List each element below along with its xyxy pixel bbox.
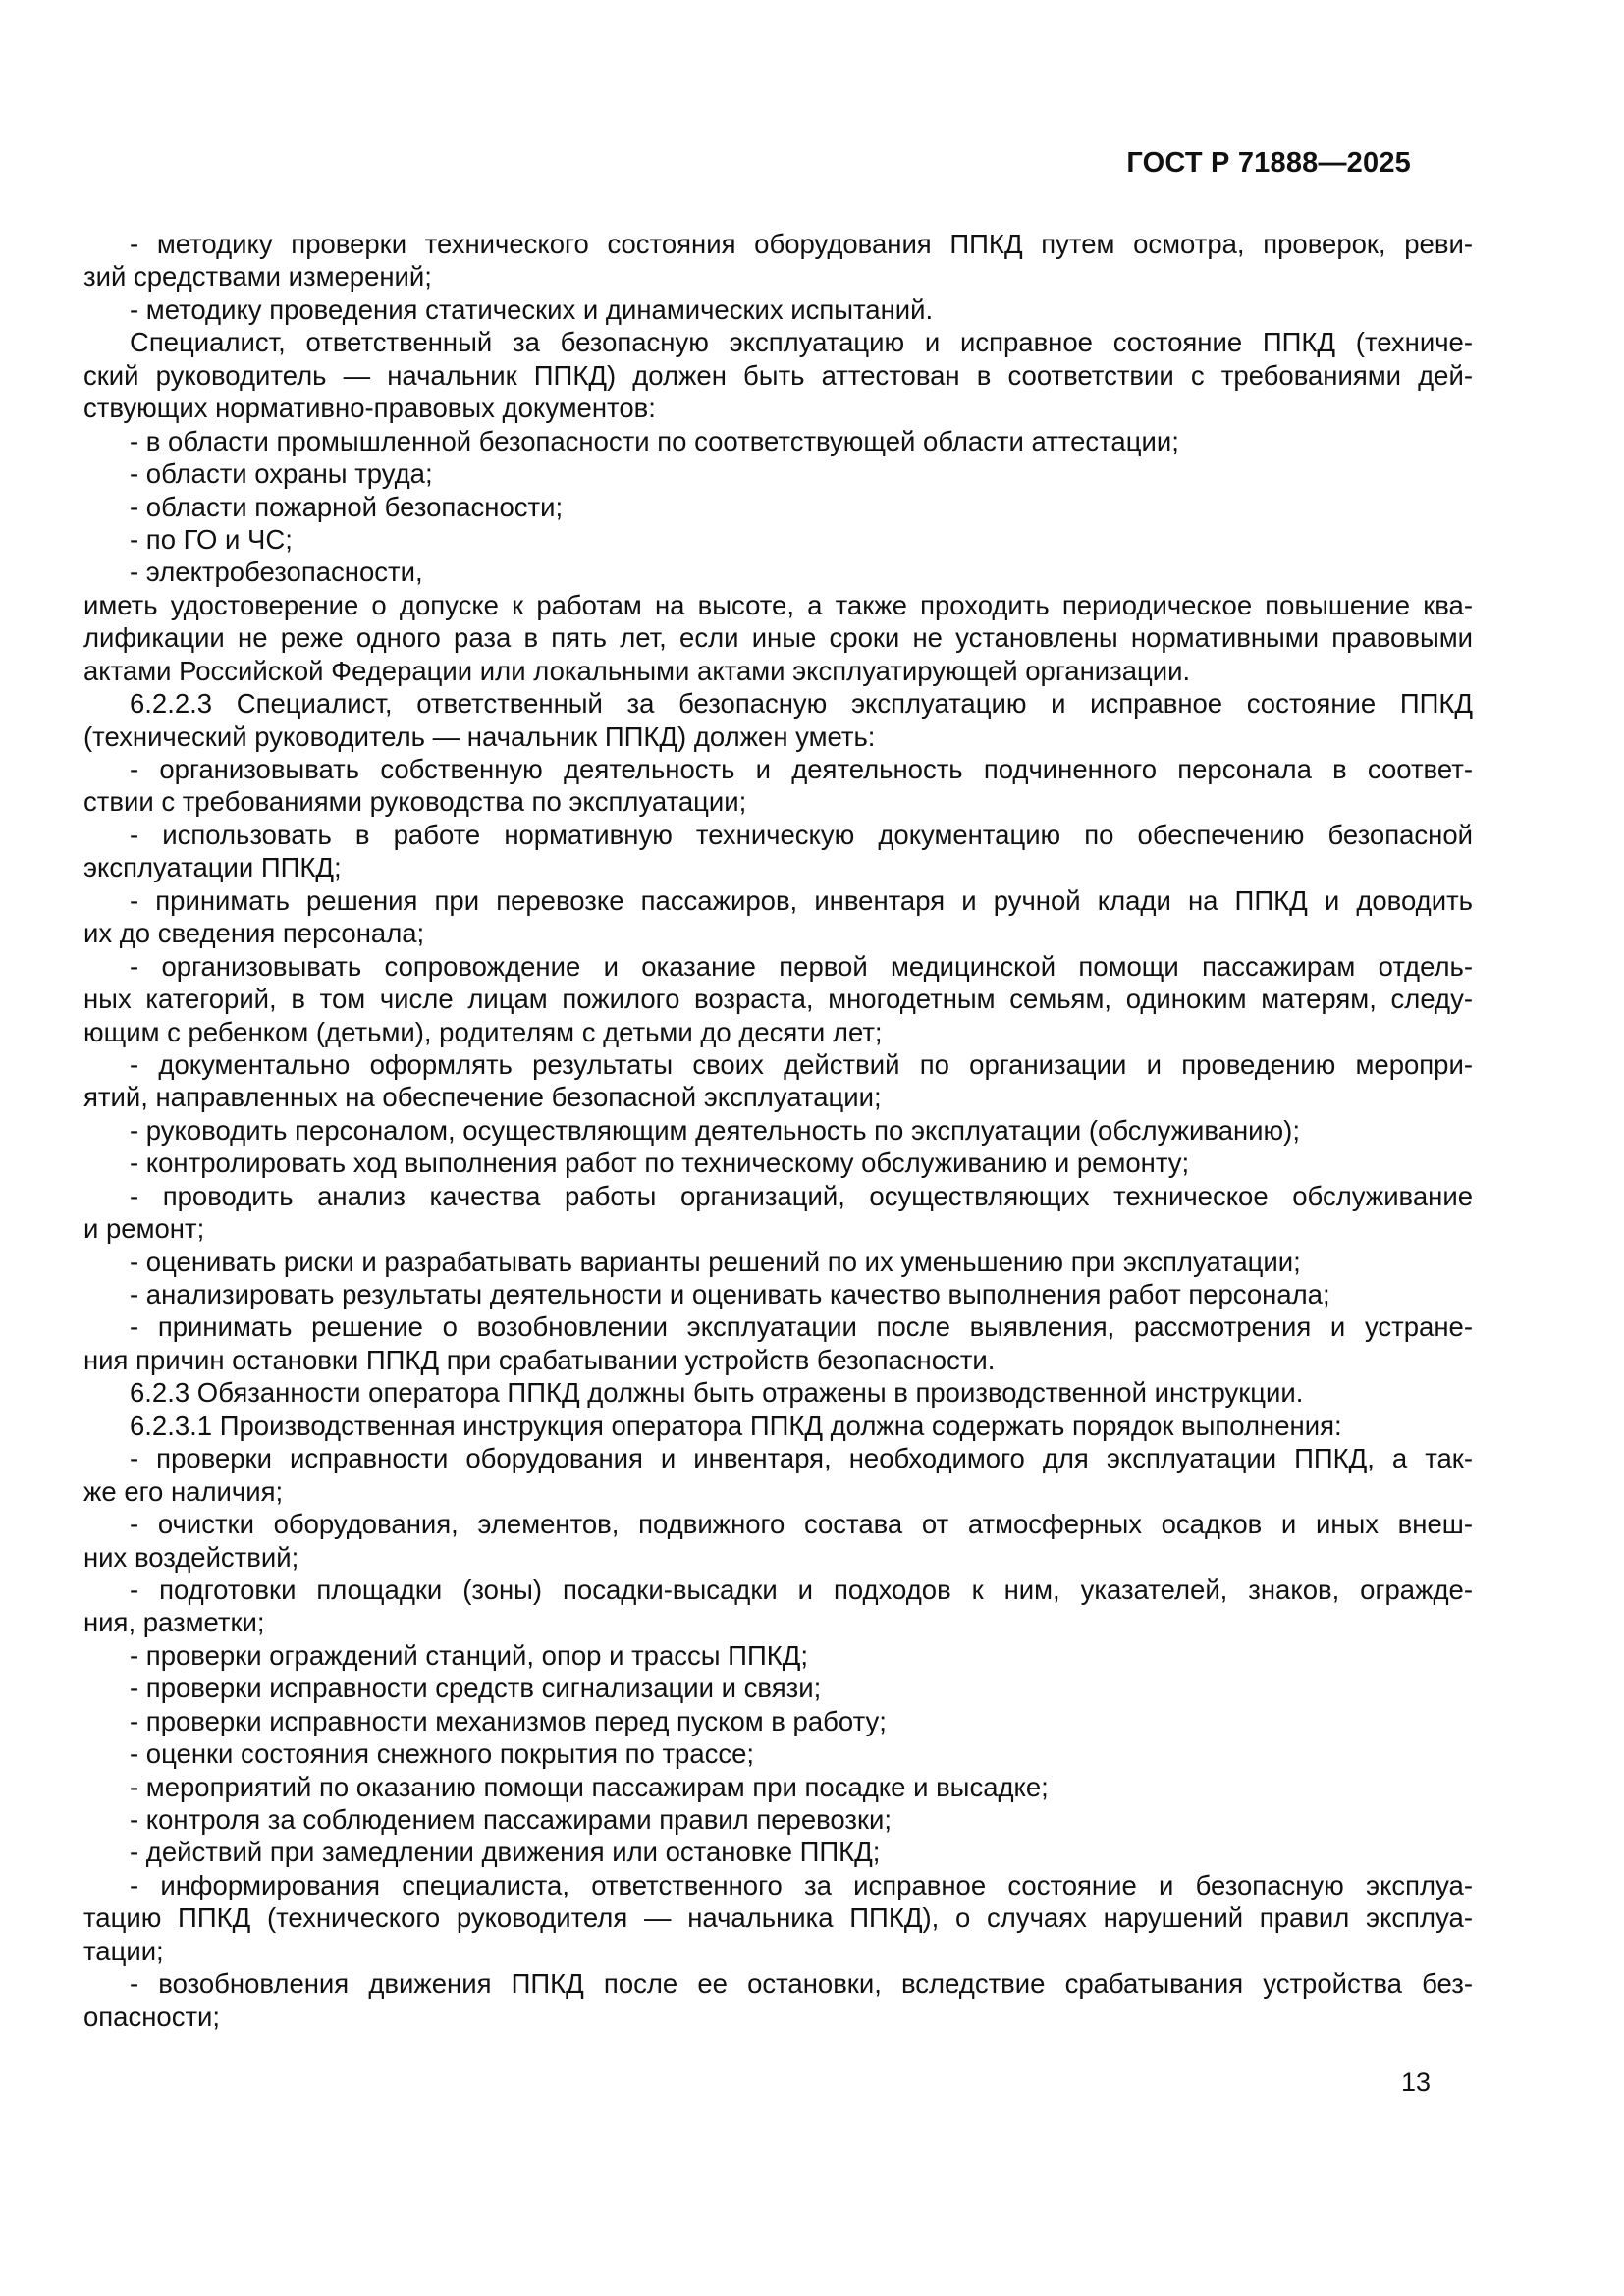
- paragraph: [83, 294, 1473, 326]
- paragraph: [83, 589, 1473, 687]
- running-header: ГОСТ Р 71888—2025: [1126, 147, 1411, 179]
- paragraph: [83, 1246, 1473, 1278]
- text-line: - проверки исправности средств сигнализации и связи;: [130, 1673, 822, 1704]
- text-line: 6.2.3.1 Производственная инструкция оператора ППКД должна содержать порядок выполнения:: [130, 1410, 1342, 1441]
- text-line: же его наличия;: [83, 1475, 284, 1507]
- text-line: - возобновления движения ППКД после ее остановки, вследствие срабатывания устройства без-: [130, 1968, 1473, 2000]
- paragraph: [83, 1836, 1473, 1868]
- paragraph: [83, 457, 1473, 490]
- text-line: - проверки исправности оборудования и инвентаря, необходимого для эксплуатации ППКД, а так-: [130, 1443, 1473, 1474]
- text-line: ствии с требованиями руководства по эксплуатации;: [83, 786, 747, 818]
- text-line: - принимать решения при перевозке пассажиров, инвентаря и ручной клади на ППКД и доводить: [130, 884, 1473, 916]
- paragraph: [83, 523, 1473, 556]
- paragraph: [83, 1803, 1473, 1836]
- text-line: - методику проверки технического состояния оборудования ППКД путем осмотра, проверок, реви-: [130, 229, 1473, 259]
- text-line: ствующих нормативно-правовых документов:: [83, 393, 656, 424]
- text-line: - информирования специалиста, ответственного за исправное состояние и безопасную эксплуа-: [130, 1869, 1473, 1900]
- text-line: ский руководитель — начальник ППКД) должен быть аттестован в соответствии с требованиями дей-: [83, 359, 1473, 391]
- paragraph: [83, 1278, 1473, 1310]
- text-line: - оценивать риски и разрабатывать варианты решений по их уменьшению при эксплуатации;: [130, 1246, 1301, 1277]
- paragraph: [83, 1737, 1473, 1770]
- paragraph: [83, 1672, 1473, 1704]
- text-line: - методику проведения статических и динамических испытаний.: [130, 294, 934, 325]
- text-line: и ремонт;: [83, 1213, 205, 1245]
- text-line: - документально оформлять результаты своих действий по организации и проведению меропри-: [130, 1048, 1473, 1080]
- text-line: ния причин остановки ППКД при срабатывании устройств безопасности.: [83, 1344, 996, 1375]
- paragraph: [83, 228, 1473, 294]
- text-line: - по ГО и ЧС;: [130, 523, 293, 555]
- text-line: - электробезопасности,: [130, 557, 423, 588]
- text-line: Специалист, ответственный за безопасную эксплуатацию и исправное состояние ППКД (техниче-: [130, 327, 1473, 358]
- text-line: - организовывать собственную деятельность и деятельность подчиненного персонала в соответ-: [130, 754, 1473, 784]
- text-line: - анализировать результаты деятельности и оценивать качество выполнения работ персонала;: [130, 1279, 1330, 1309]
- text-line: - оценки состояния снежного покрытия по трассе;: [130, 1738, 755, 1770]
- text-line: - проверки ограждений станций, опор и трассы ППКД;: [130, 1639, 808, 1671]
- text-line: их до сведения персонала;: [83, 918, 425, 949]
- paragraph: [83, 1114, 1473, 1147]
- paragraph: [83, 753, 1473, 819]
- text-line: 6.2.3 Обязанности оператора ППКД должны быть отражены в производственной инструкции.: [130, 1377, 1304, 1409]
- paragraph: [83, 1310, 1473, 1376]
- paragraph: [83, 1869, 1473, 1967]
- text-line: эксплуатации ППКД;: [83, 852, 342, 883]
- text-line: актами Российской Федерации или локальными актами эксплуатирующей организации.: [83, 655, 1191, 686]
- paragraph: [83, 1048, 1473, 1114]
- page-number: 13: [1400, 2067, 1431, 2097]
- paragraph: [83, 1574, 1473, 1639]
- text-line: ющим с ребенком (детьми), родителям с детьми до десяти лет;: [83, 1016, 883, 1047]
- text-line: 6.2.2.3 Специалист, ответственный за безопасную эксплуатацию и исправное состояние ППКД: [130, 688, 1473, 720]
- paragraph: [83, 425, 1473, 457]
- paragraph: [83, 326, 1473, 424]
- text-line: - контроля за соблюдением пассажирами правил перевозки;: [130, 1804, 893, 1835]
- text-line: - области пожарной безопасности;: [130, 491, 564, 522]
- text-line: - принимать решение о возобновлении эксплуатации после выявления, рассмотрения и устране-: [130, 1311, 1473, 1343]
- text-line: них воздействий;: [83, 1541, 299, 1573]
- text-line: - очистки оборудования, элементов, подвижного состава от атмосферных осадков и иных внеш-: [130, 1509, 1473, 1540]
- text-line: - действий при замедлении движения или остановке ППКД;: [130, 1837, 881, 1868]
- text-line: - области охраны труда;: [130, 458, 433, 490]
- paragraph: [83, 1376, 1473, 1409]
- text-line: - мероприятий по оказанию помощи пассажирам при посадке и высадке;: [130, 1771, 1049, 1802]
- text-line: лификации не реже одного раза в пять лет, если иные сроки не установлены нормативными правовыми: [83, 622, 1473, 654]
- paragraph: [83, 1147, 1473, 1179]
- text-line: иметь удостоверение о допуске к работам на высоте, а также проходить периодическое повышение ква-: [83, 589, 1473, 620]
- text-line: ных категорий, в том числе лицам пожилого возраста, многодетным семьям, одиноким матерям, следу-: [83, 984, 1473, 1015]
- text-line: зий средствами измерений;: [83, 261, 432, 293]
- paragraph: [83, 1508, 1473, 1574]
- text-line: ния, разметки;: [83, 1607, 265, 1638]
- text-line: - подготовки площадки (зоны) посадки-высадки и подходов к ним, указателей, знаков, огражде-: [130, 1574, 1473, 1605]
- text-line: - проверки исправности механизмов перед пуском в работу;: [130, 1705, 887, 1736]
- text-line: - контролировать ход выполнения работ по техническому обслуживанию и ремонту;: [130, 1148, 1190, 1179]
- paragraph: [83, 491, 1473, 523]
- text-line: - в области промышленной безопасности по соответствующей области аттестации;: [130, 425, 1179, 456]
- text-line: - использовать в работе нормативную техническую документацию по обеспечению безопасной: [130, 819, 1473, 850]
- text-line: - проводить анализ качества работы организаций, осуществляющих техническое обслуживание: [130, 1180, 1473, 1211]
- paragraph: [83, 1180, 1473, 1246]
- text-line: (технический руководитель — начальник ППКД) должен уметь:: [83, 721, 876, 752]
- paragraph: [83, 556, 1473, 588]
- text-line: ятий, направленных на обеспечение безопасной эксплуатации;: [83, 1082, 882, 1113]
- paragraph: [83, 884, 1473, 950]
- paragraph: [83, 687, 1473, 753]
- text-line: - руководить персоналом, осуществляющим деятельность по эксплуатации (обслуживанию);: [130, 1114, 1300, 1146]
- text-line: тацию ППКД (технического руководителя — начальника ППКД), о случаях нарушений правил эксплуа-: [83, 1902, 1473, 1934]
- paragraph: [83, 950, 1473, 1048]
- paragraph: [83, 1442, 1473, 1508]
- paragraph: [83, 1639, 1473, 1672]
- paragraph: [83, 1771, 1473, 1803]
- paragraph: [83, 1967, 1473, 2033]
- paragraph: [83, 1410, 1473, 1442]
- paragraph: [83, 1705, 1473, 1737]
- document-body: [83, 228, 1473, 2033]
- text-line: опасности;: [83, 2001, 221, 2032]
- text-line: - организовывать сопровождение и оказание первой медицинской помощи пассажирам отдель-: [130, 950, 1473, 982]
- text-line: тации;: [83, 1935, 164, 1966]
- paragraph: [83, 819, 1473, 884]
